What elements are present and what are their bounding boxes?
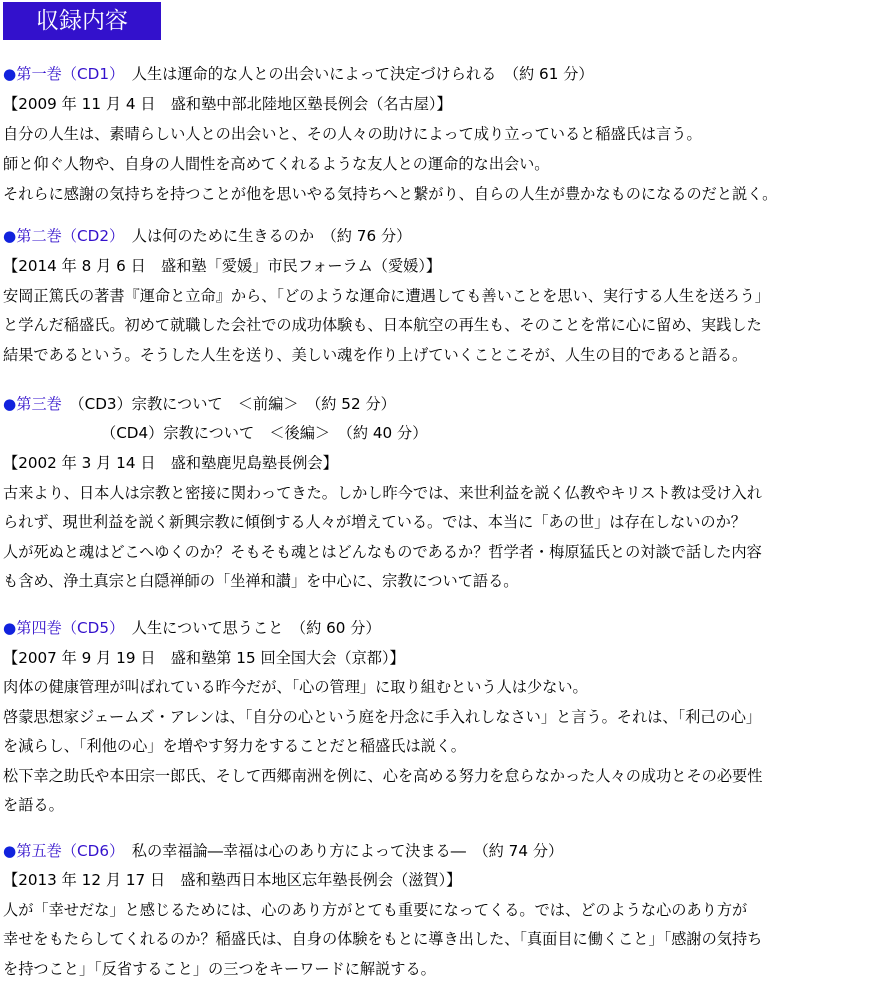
volume-5-body-line: 人が「幸せだな」と感じるためには、心のあり方がとても重要になってくる。では、どのような心のあり方が bbox=[3, 901, 748, 919]
volume-3-heading bbox=[3, 393, 396, 415]
volume-3-body-line: られず、現世利益を説く新興宗教に傾倒する人々が増えている。では、本当に「あの世」は存在しないのか？ bbox=[3, 513, 746, 531]
volume-1-label: 第一巻（CD1） bbox=[16, 65, 117, 83]
volume-5-label: 第五巻（CD6） bbox=[16, 842, 117, 860]
volume-4-body-line: を減らし、「利他の心」を増やす努力をすることだと稲盛氏は説く。 bbox=[3, 737, 466, 755]
volume-1-body-line: 自分の人生は、素晴らしい人との出会いと、その人々の助けによって成り立っていると稲盛氏は言う。 bbox=[3, 125, 702, 143]
volume-1-body-line: それらに感謝の気持ちを持つことが他を思いやる気持ちへと繋がり、自らの人生が豊かなものになるのだと説く。 bbox=[3, 185, 778, 203]
bullet-icon: ● bbox=[3, 65, 17, 83]
volume-1-title: 人生は運命的な人との出会いによって決定づけられる （約 61 分） bbox=[116, 65, 594, 83]
bullet-icon: ● bbox=[3, 227, 17, 245]
volume-5-body-line: を持つこと」「反省すること」の三つをキーワードに解説する。 bbox=[3, 960, 436, 978]
section-title: 収録内容 bbox=[3, 2, 161, 40]
volume-2-body-line: と学んだ稲盛氏。初めて就職した会社での成功体験も、日本航空の再生も、そのことを常に心に留め、実践した bbox=[3, 316, 762, 334]
volume-4-event: 【2007 年 9 月 19 日 盛和塾第 15 回全国大会（京都）】 bbox=[3, 649, 405, 667]
volume-5-event: 【2013 年 12 月 17 日 盛和塾西日本地区忘年塾長例会（滋賀）】 bbox=[3, 871, 462, 889]
volume-2-body-line: 安岡正篤氏の著書『運命と立命』から、「どのような運命に遭遇しても善いことを思い、実行する人生を送ろう」 bbox=[3, 287, 770, 305]
volume-2-body-line: 結果であるという。そうした人生を送り、美しい魂を作り上げていくことこそが、人生の目的であると語る。 bbox=[3, 346, 748, 364]
volume-3-event: 【2002 年 3 月 14 日 盛和塾鹿児島塾長例会】 bbox=[3, 454, 338, 472]
volume-5-title: 私の幸福論―幸福は心のあり方によって決まる― （約 74 分） bbox=[116, 842, 564, 860]
volume-2-event: 【2014 年 8 月 6 日 盛和塾「愛媛」市民フォーラム（愛媛）】 bbox=[3, 257, 442, 275]
volume-3-body-line: も含め、浄土真宗と白隠禅師の「坐禅和讃」を中心に、宗教について語る。 bbox=[3, 572, 519, 590]
volume-4-body-line: 松下幸之助氏や本田宗一郎氏、そして西郷南洲を例に、心を高める努力を怠らなかった人々の成功とその必要性 bbox=[3, 767, 763, 785]
volume-4-body-line: 肉体の健康管理が叫ばれている昨今だが、「心の管理」に取り組むという人は少ない。 bbox=[3, 678, 588, 696]
bullet-icon: ● bbox=[3, 619, 17, 637]
bullet-icon: ● bbox=[3, 842, 17, 860]
volume-4-body-line: 啓蒙思想家ジェームズ・アレンは、「自分の心という庭を丹念に手入れしなさい」と言う。それは、「利己の心」 bbox=[3, 708, 762, 726]
volume-3-label: 第三巻 bbox=[16, 395, 62, 413]
volume-4-heading bbox=[3, 617, 381, 639]
volume-5-heading bbox=[3, 840, 563, 862]
volume-3-body-line: 古来より、日本人は宗教と密接に関わってきた。しかし昨今では、来世利益を説く仏教やキリスト教は受け入れ bbox=[3, 484, 762, 502]
volume-2-title: 人は何のために生きるのか （約 76 分） bbox=[116, 227, 412, 245]
volume-5-body-line: 幸せをもたらしてくれるのか？稲盛氏は、自身の体験をもとに導き出した、「真面目に働くこと」「感謝の気持ち bbox=[3, 930, 763, 948]
bullet-icon: ● bbox=[3, 395, 17, 413]
volume-3-body-line: 人が死ぬと魂はどこへゆくのか？そもそも魂とはどんなものであるか？哲学者・梅原猛氏との対談で話した内容 bbox=[3, 543, 762, 561]
volume-2-label: 第二巻（CD2） bbox=[16, 227, 117, 245]
volume-1-event: 【2009 年 11 月 4 日 盛和塾中部北陸地区塾長例会（名古屋）】 bbox=[3, 95, 452, 113]
volume-4-body-line: を語る。 bbox=[3, 796, 64, 814]
volume-2-heading bbox=[3, 225, 411, 247]
volume-4-label: 第四巻（CD5） bbox=[16, 619, 117, 637]
volume-3-track-2: （CD4）宗教について ＜後編＞ （約 40 分） bbox=[101, 424, 428, 442]
volume-1-body-line: 師と仰ぐ人物や、自身の人間性を高めてくれるような友人との運命的な出会い。 bbox=[3, 155, 550, 173]
volume-3-track-1: （CD3）宗教について ＜前編＞ （約 52 分） bbox=[61, 395, 396, 413]
volume-4-title: 人生について思うこと （約 60 分） bbox=[116, 619, 381, 637]
volume-1-heading bbox=[3, 63, 594, 85]
